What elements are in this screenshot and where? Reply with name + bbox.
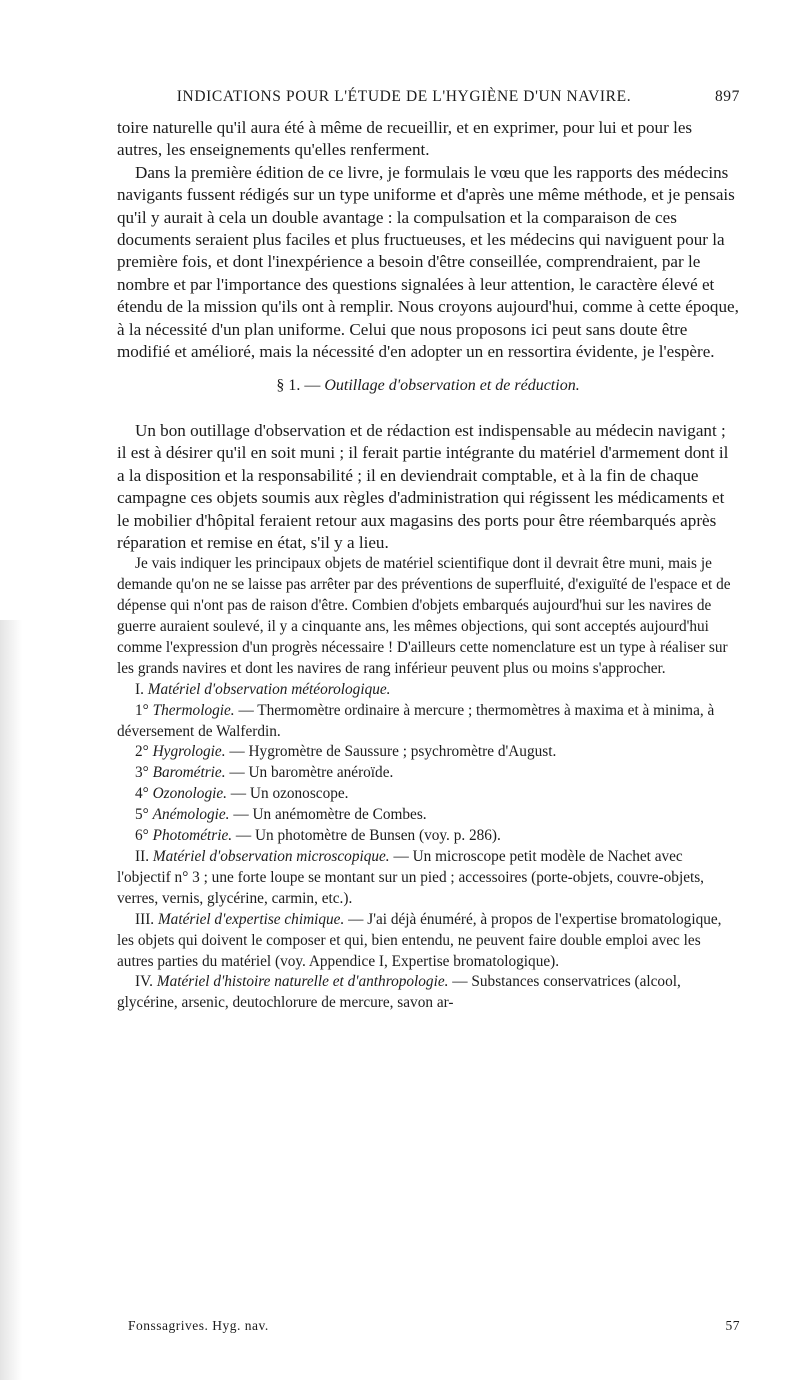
running-header (117, 88, 740, 106)
small-paragraph: Je vais indiquer les principaux objets de matériel scientifique dont il devrait être muni, mais je demande qu'on ne se laisse pas arrêter par des préventions de superfluité, d'exiguïté de l'espace et de dépense qui n'ont pas de raison d'être. Combien d'objets embarqués aujourd'hui sur les navires de guerre auraient soulevé, il y a cinquante ans, les mêmes objections, qui sont acceptés aujourd'hui comme l'expression d'un progrès nécessaire ! D'ailleurs cette nomenclature est un type à réaliser sur les grands navires et dont les navires de rang inférieur peuvent plus ou moins s'approcher. (117, 555, 731, 677)
page-body (117, 117, 739, 1014)
list-item: 4° Ozonologie. — Un ozonoscope. (135, 785, 349, 803)
section-number: § 1. — (276, 377, 321, 395)
section-heading (117, 375, 739, 397)
list-item: 3° Barométrie. — Un baromètre anéroïde. (135, 764, 394, 782)
list-item: I. Matériel d'observation météorologique. (135, 680, 391, 698)
section-paragraph: Un bon outillage d'observation et de rédaction est indispensable au médecin navigant ; il est à désirer qu'il en soit muni ; il ferait partie intégrante du matériel d'armement dont il a la disposition et la responsabilité ; il en deviendrait comptable, et à la fin de chaque campagne ces objets soumis aux règles d'administration qui régissent les médicaments et le mobilier d'hôpital feraient retour aux magasins des ports pour être réembarqués après réparation et remise en état, s'il y a lieu. (117, 420, 729, 552)
running-title: INDICATIONS POUR L'ÉTUDE DE L'HYGIÈNE D'UN NAVIRE. (176, 88, 632, 105)
page-footer (128, 1318, 740, 1334)
section-title: Outillage d'observation et de réduction. (324, 377, 580, 395)
list-item: 5° Anémologie. — Un anémomètre de Combes. (135, 806, 427, 824)
list-item: IV. Matériel d'histoire naturelle et d'anthropologie. — Substances conservatrices (alcool, glycérine, arsenic, deutochlorure de mercure, savon ar- (117, 973, 681, 1012)
intro-paragraph: Dans la première édition de ce livre, je formulais le vœu que les rapports des médecins navigants fussent rédigés sur un type uniforme et d'après une même méthode, et je pensais qu'il y aurait à cela un double avantage : la compulsation et la comparaison de ces documents seraient plus faciles et plus fructueuses, et les médecins qui naviguent pour la première fois, et dont l'inexpérience a besoin d'être conseillée, comprendraient, par le nombre et par l'importance des questions signalées à leur attention, le caractère élevé et étendu de la mission qu'ils ont à remplir. Nous croyons aujourd'hui, comme à cette époque, à la nécessité d'un plan uniforme. Celui que nous proposons ici peut sans doute être modifié et amélioré, mais la nécessité d'en adopter un en ressortira évidente, je l'espère. (117, 162, 739, 362)
list-item: III. Matériel d'expertise chimique. — J'ai déjà énuméré, à propos de l'expertise bromatologique, les objets qui doivent le composer et qui, bien entendu, ne peuvent faire double emploi avec les autres parties du matériel (voy. Appendice I, Expertise bromatologique). (117, 910, 722, 970)
continued-paragraph: toire naturelle qu'il aura été à même de recueillir, et en exprimer, pour lui et pour les autres, les enseignements qu'elles renferment. (117, 118, 693, 160)
signature-number: 57 (725, 1318, 740, 1333)
list-item: 1° Thermologie. — Thermomètre ordinaire à mercure ; thermomètres à maxima et à minima, à déversement de Walferdin. (117, 701, 715, 740)
small-print-block (117, 554, 739, 1014)
list-item: II. Matériel d'observation microscopique. — Un microscope petit modèle de Nachet avec l'objectif n° 3 ; une forte loupe se montant sur un pied ; accessoires (porte-objets, couvre-objets, verres, vernis, glycérine, carmin, etc.). (117, 848, 705, 907)
footer-signature: Fonssagrives. Hyg. nav. (128, 1318, 269, 1333)
list-item: 2° Hygrologie. — Hygromètre de Saussure ; psychromètre d'August. (135, 743, 557, 761)
list-item: 6° Photométrie. — Un photomètre de Bunsen (voy. p. 286). (135, 827, 501, 845)
page-binding-shadow (0, 620, 22, 1380)
page-number: 897 (714, 88, 740, 105)
